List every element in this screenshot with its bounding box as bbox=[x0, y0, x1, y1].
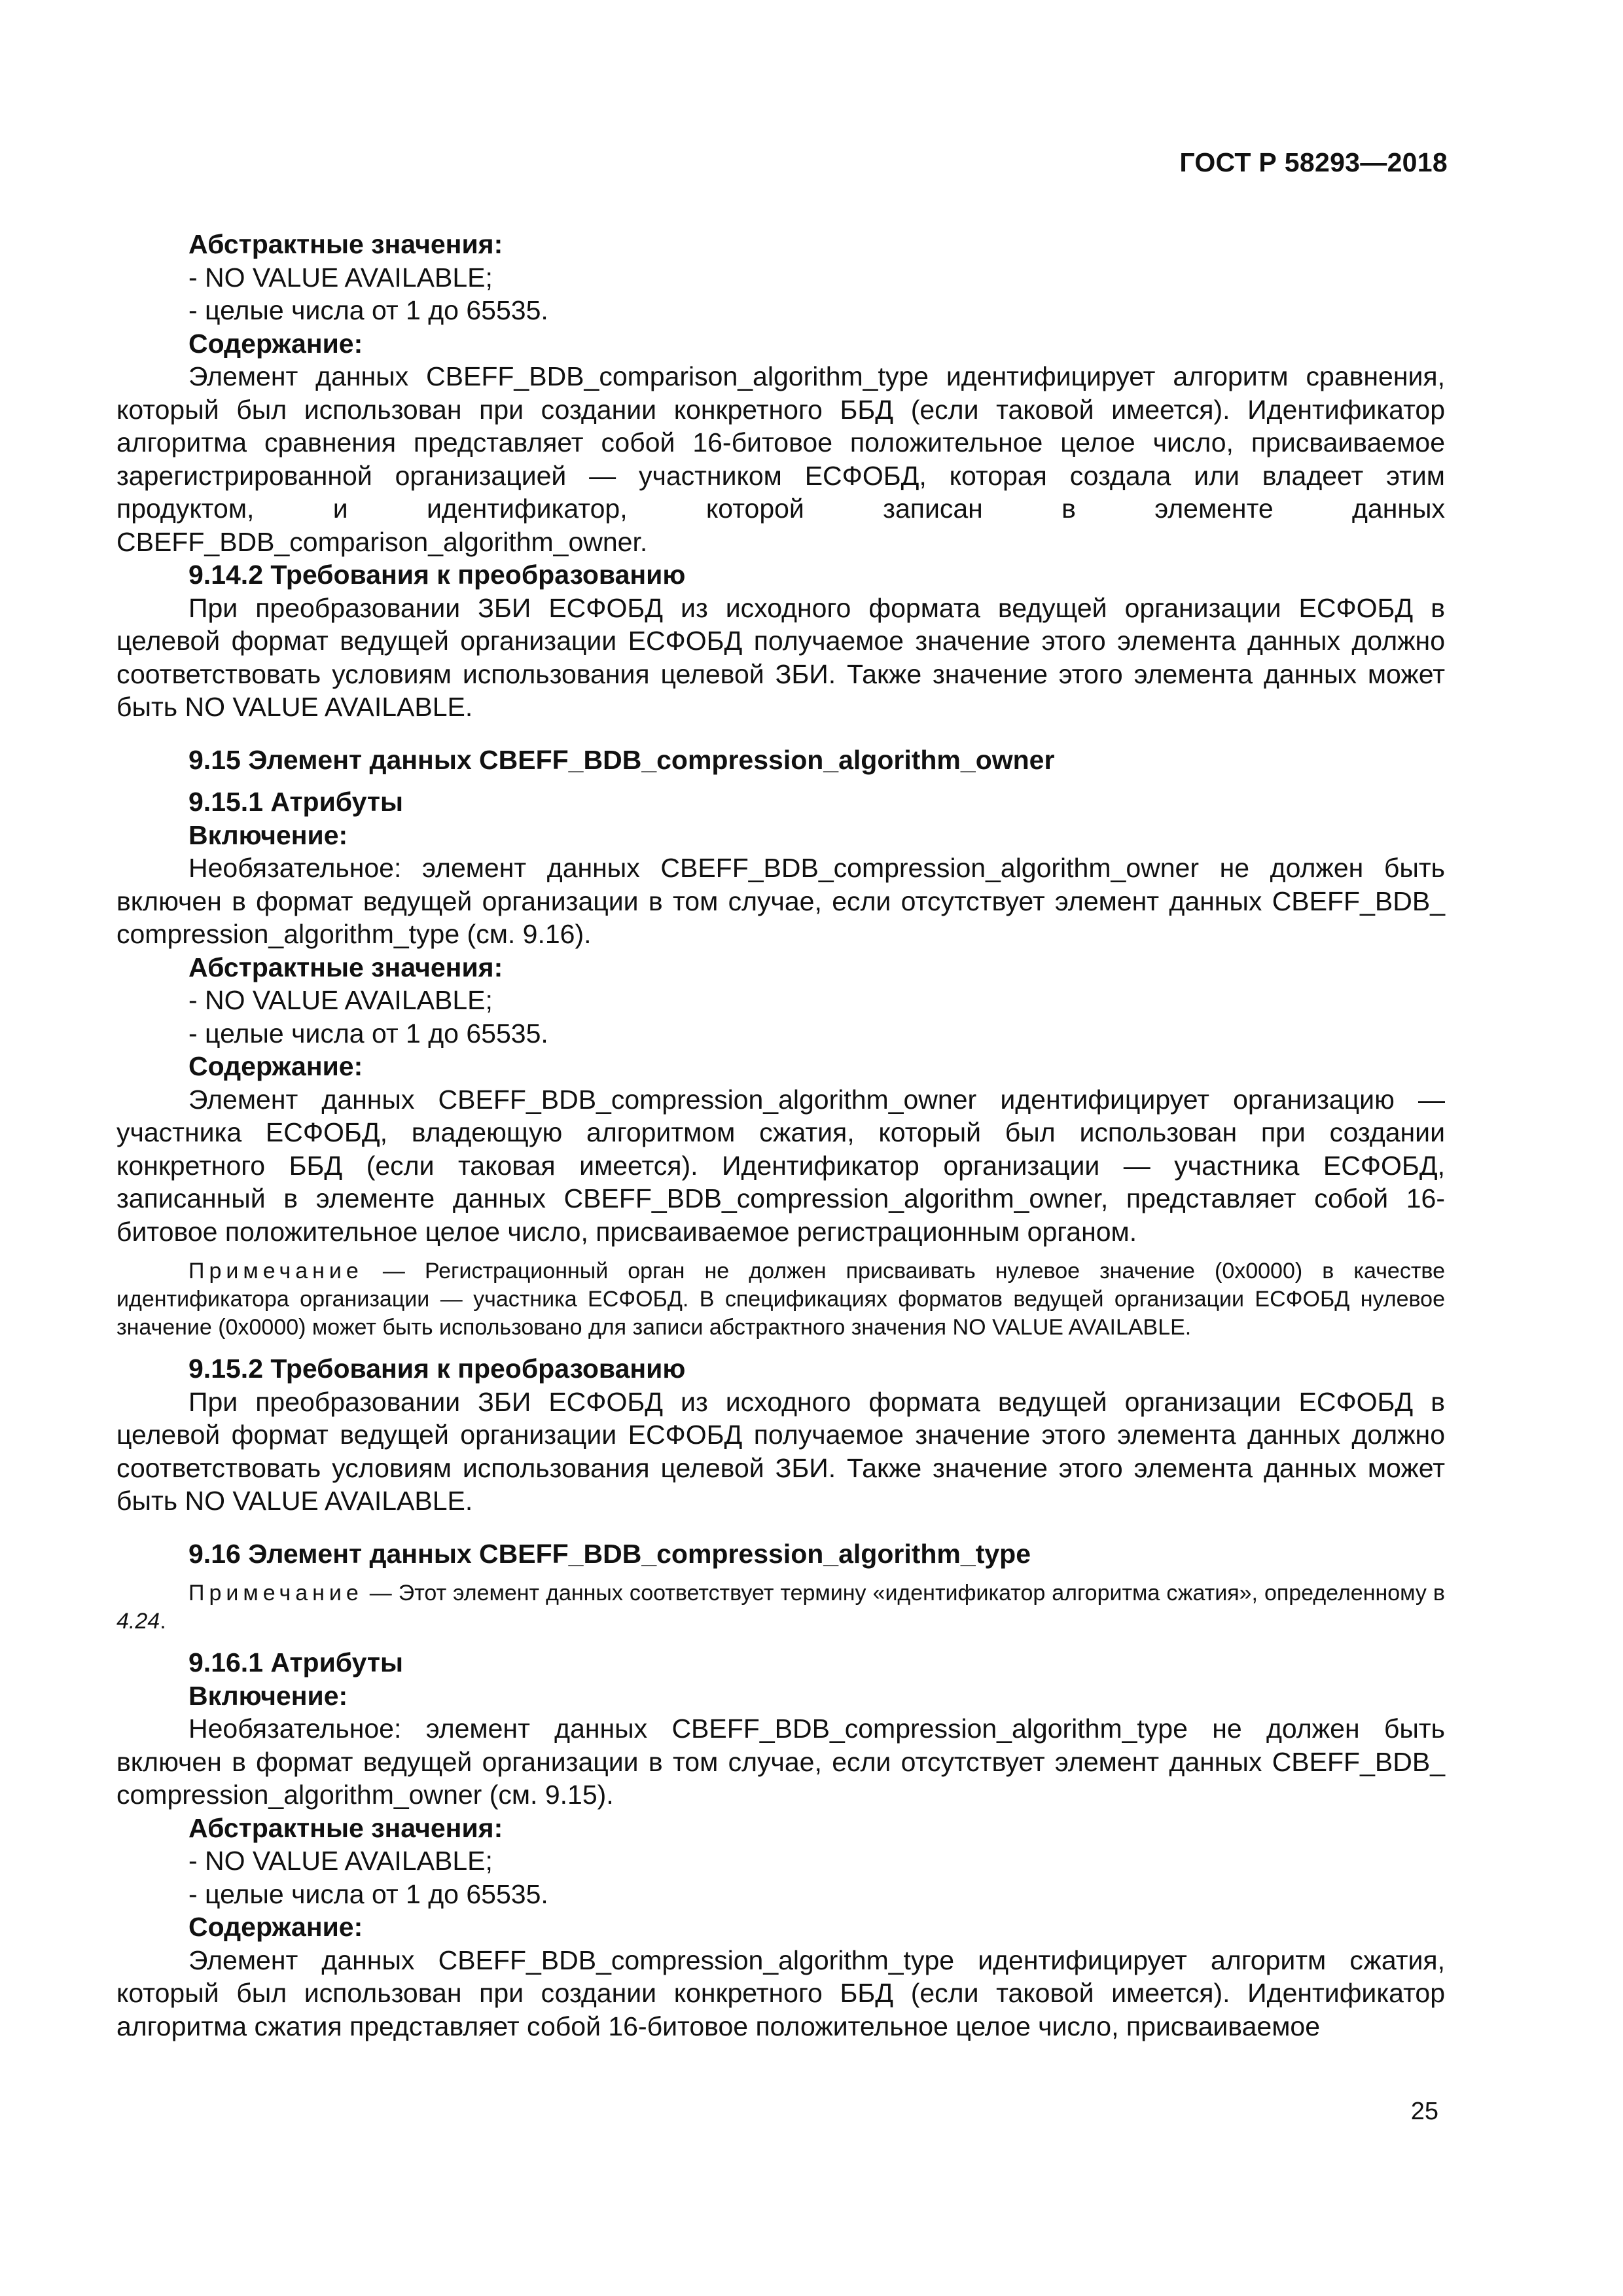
paragraph: Элемент данных CBEFF_BDB_compression_algorithm_owner идентифицирует организацию — участника ЕСФОБД, владеющую алгоритмом сжатия, который был использован при создании конкретного ББД (если таковая имеется). Идентификатор организации — участника ЕСФОБД, записанный в элементе данных CBEFF_BDB_compression_algorithm_owner, представляет собой 16-битовое положительное целое число, присваиваемое регистрационным органом. bbox=[116, 1084, 1445, 1247]
label: Включение: bbox=[188, 819, 348, 850]
note-text: — Этот элемент данных соответствует термину «идентификатор алгоритма сжатия», определенному в bbox=[363, 1581, 1445, 1605]
section-heading: 9.15 Элемент данных CBEFF_BDB_compression_algorithm_owner bbox=[188, 744, 1055, 775]
label: Содержание: bbox=[188, 1912, 363, 1942]
list-item: - NO VALUE AVAILABLE; bbox=[188, 1846, 493, 1876]
list-item: - целые числа от 1 до 65535. bbox=[188, 1018, 548, 1049]
section-heading: 9.16 Элемент данных CBEFF_BDB_compression_algorithm_type bbox=[188, 1538, 1031, 1569]
document-body bbox=[116, 228, 1445, 2043]
label: Включение: bbox=[188, 1680, 348, 1711]
list-item: - целые числа от 1 до 65535. bbox=[188, 295, 548, 325]
paragraph: Необязательное: элемент данных CBEFF_BDB_compression_algorithm_owner не должен быть включен в формат ведущей организации в том случае, если отсутствует элемент данных CBEFF_BDB_ compression_algorithm_type (см. 9.16). bbox=[116, 853, 1445, 949]
subsection-heading: 9.16.1 Атрибуты bbox=[188, 1647, 403, 1677]
paragraph: Необязательное: элемент данных CBEFF_BDB_compression_algorithm_type не должен быть включен в формат ведущей организации в том случае, если отсутствует элемент данных CBEFF_BDB_ compression_algorithm_owner (см. 9.15). bbox=[116, 1713, 1445, 1810]
paragraph: При преобразовании ЗБИ ЕСФОБД из исходного формата ведущей организации ЕСФОБД в целевой формат ведущей организации ЕСФОБД получаемое значение этого элемента данных должно соответствовать условиям использования целевой ЗБИ. Также значение этого элемента данных может быть NO VALUE AVAILABLE. bbox=[116, 592, 1445, 722]
note-text: — Регистрационный орган не должен присваивать нулевое значение (0x0000) в качестве идентификатора организации — участника ЕСФОБД. В спецификациях форматов ведущей организации ЕСФОБД нулевое значение (0x0000) может быть использовано для записи абстрактного значения NO VALUE AVAILABLE. bbox=[116, 1259, 1445, 1340]
note-label: Примечание bbox=[188, 1581, 363, 1605]
label: Абстрактные значения: bbox=[188, 229, 503, 259]
subsection-heading: 9.15.1 Атрибуты bbox=[188, 787, 403, 817]
paragraph: При преобразовании ЗБИ ЕСФОБД из исходного формата ведущей организации ЕСФОБД в целевой формат ведущей организации ЕСФОБД получаемое значение этого элемента данных должно соответствовать условиям использования целевой ЗБИ. Также значение этого элемента данных может быть NO VALUE AVAILABLE. bbox=[116, 1386, 1445, 1516]
paragraph: Элемент данных CBEFF_BDB_comparison_algorithm_type идентифицирует алгоритм сравнения, который был использован при создании конкретного ББД (если таковой имеется). Идентификатор алгоритма сравнения представляет собой 16-битовое положительное целое число, присваиваемое зарегистрированной организацией — участником ЕСФОБД, которая создала или владеет этим продуктом, и идентификатор, которой записан в элементе данных CBEFF_BDB_comparison_algorithm_owner. bbox=[116, 361, 1445, 557]
note bbox=[116, 1579, 1445, 1636]
note-text-end: . bbox=[160, 1609, 166, 1634]
label: Содержание: bbox=[188, 1051, 363, 1081]
label: Абстрактные значения: bbox=[188, 1812, 503, 1843]
list-item: - NO VALUE AVAILABLE; bbox=[188, 985, 493, 1015]
note-reference: 4.24 bbox=[116, 1609, 160, 1634]
page-number: 25 bbox=[1410, 2098, 1438, 2125]
document-id-header: ГОСТ Р 58293—2018 bbox=[1179, 147, 1448, 177]
label: Абстрактные значения: bbox=[188, 952, 503, 982]
subsection-heading: 9.15.2 Требования к преобразованию bbox=[188, 1354, 686, 1384]
list-item: - NO VALUE AVAILABLE; bbox=[188, 262, 493, 293]
note bbox=[116, 1257, 1445, 1342]
label: Содержание: bbox=[188, 328, 363, 359]
note-label: Примечание bbox=[188, 1259, 363, 1283]
paragraph: Элемент данных CBEFF_BDB_compression_algorithm_type идентифицирует алгоритм сжатия, который был использован при создании конкретного ББД (если таковой имеется). Идентификатор алгоритма сжатия представляет собой 16-битовое положительное целое число, присваиваемое bbox=[116, 1945, 1445, 2041]
list-item: - целые числа от 1 до 65535. bbox=[188, 1878, 548, 1909]
subsection-heading: 9.14.2 Требования к преобразованию bbox=[188, 560, 686, 590]
